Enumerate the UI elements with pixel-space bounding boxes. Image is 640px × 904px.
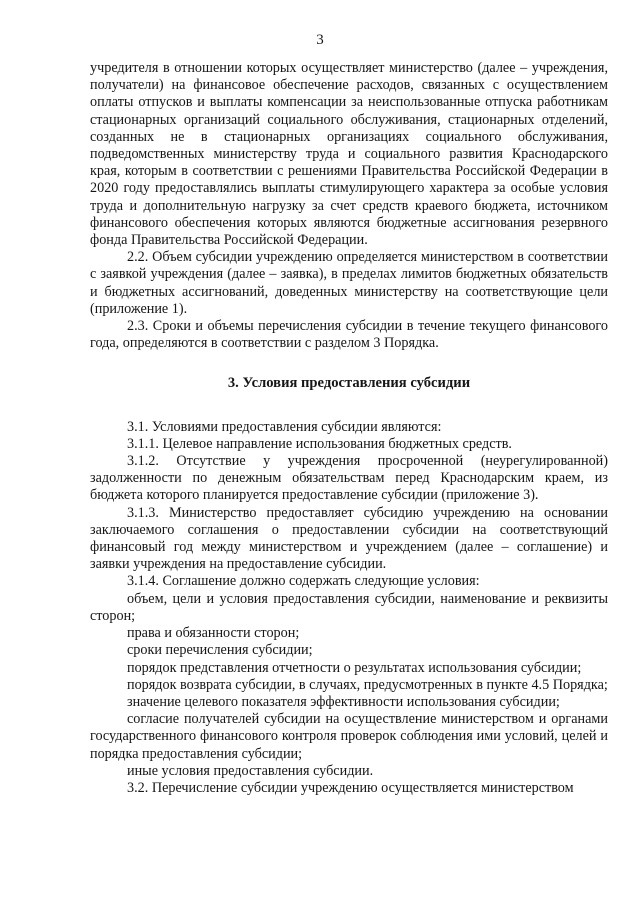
condition-item: согласие получателей субсидии на осуществление министерством и органами государственного финансового контроля проверок соблюдения ими условий, целей и порядка предоставления субсидии; — [90, 711, 608, 762]
section-heading: 3. Условия предоставления субсидии — [227, 375, 471, 392]
condition-item: сроки перечисления субсидии; — [127, 642, 313, 659]
condition-item: объем, цели и условия предоставления субсидии, наименование и реквизиты сторон; — [90, 590, 608, 624]
condition-item: иные условия предоставления субсидии. — [127, 762, 374, 779]
page-number: 3 — [316, 32, 324, 48]
paragraph-2-2: 2.2. Объем субсидии учреждению определяется министерством в соответствии с заявкой учреждения (далее – заявка), в пределах лимитов бюджетных обязательств и бюджетных ассигнований, доведенных министерству на соответствующие цели (приложение 1). — [90, 249, 608, 317]
paragraph-3-1-1: 3.1.1. Целевое направление использования бюджетных средств. — [127, 435, 512, 452]
paragraph-3-1: 3.1. Условиями предоставления субсидии являются: — [127, 418, 442, 435]
paragraph-3-1-3: 3.1.3. Министерство предоставляет субсидию учреждению на основании заключаемого соглашения о предоставлении субсидии на соответствующий финансовый год между министерством и учреждением (далее – соглашение) и заявки учреждения на предоставление субсидии. — [90, 504, 608, 573]
condition-item: значение целевого показателя эффективности использования субсидии; — [127, 693, 560, 710]
paragraph-2-3: 2.3. Сроки и объемы перечисления субсидии в течение текущего финансового года, определяются в соответствии с разделом 3 Порядка. — [90, 318, 608, 352]
paragraph-3-2: 3.2. Перечисление субсидии учреждению осуществляется министерством — [127, 779, 574, 796]
condition-item: права и обязанности сторон; — [127, 625, 300, 642]
condition-item: порядок возврата субсидии, в случаях, предусмотренных в пункте 4.5 Порядка; — [127, 676, 608, 693]
document-body — [90, 60, 608, 797]
paragraph-3-1-4: 3.1.4. Соглашение должно содержать следующие условия: — [127, 573, 480, 590]
paragraph-continuation: учредителя в отношении которых осуществляет министерство (далее – учреждения, получатели) на финансовое обеспечение расходов, связанных с осуществлением оплаты отпусков и выплаты компенсации за неиспользованные отпуска работникам стационарных организаций социального обслуживания, стационарных отделений, созданных не в стационарных организациях социального обслуживания, подведомственных министерству труда и социального развития Краснодарского края, которым в соответствии с решениями Правительства Российской Федерации в 2020 году предоставлялись выплаты стимулирующего характера за особые условия труда и дополнительную нагрузку за счет средств краевого бюджета, источником финансового обеспечения которых являются бюджетные ассигнования резервного фонда Правительства Российской Федерации. — [90, 60, 608, 249]
paragraph-3-1-2: 3.1.2. Отсутствие у учреждения просроченной (неурегулированной) задолженности по денежным обязательствам перед Краснодарским краем, из бюджета которого планируется предоставление субсидии (приложение 3). — [90, 453, 608, 504]
condition-item: порядок представления отчетности о результатах использования субсидии; — [127, 659, 582, 676]
